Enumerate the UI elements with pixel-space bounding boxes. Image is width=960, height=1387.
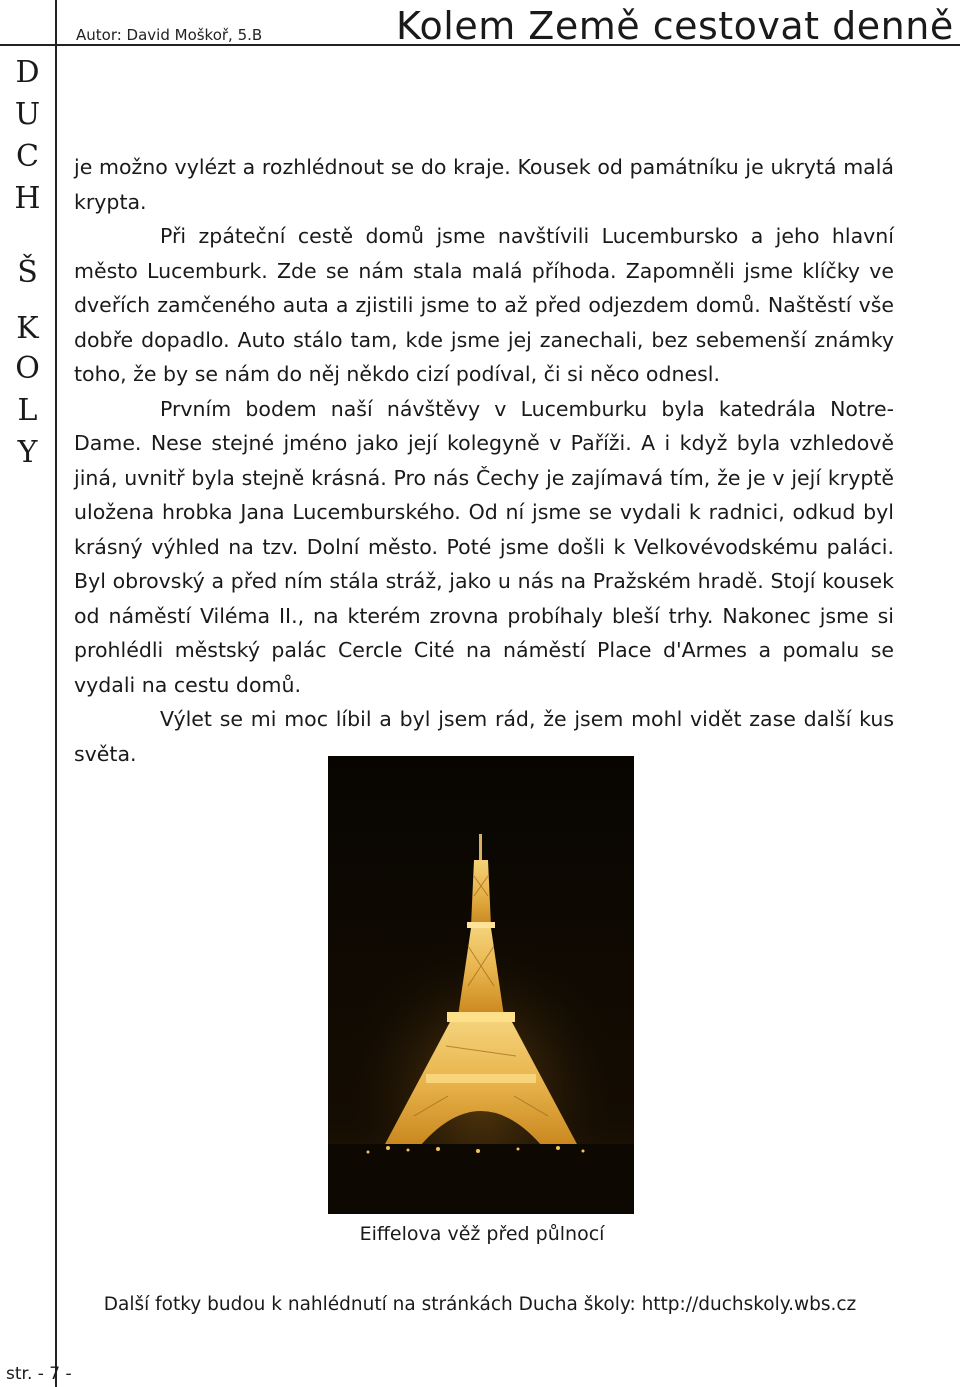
masthead-letter: K bbox=[16, 311, 39, 346]
page-title: Kolem Země cestovat denně bbox=[396, 4, 954, 48]
eiffel-tower-photo bbox=[328, 756, 634, 1214]
masthead-letter: Š bbox=[17, 255, 38, 290]
footer-note: Další fotky budou k nahlédnutí na stránkách Ducha školy: http://duchskoly.wbs.cz bbox=[103, 1294, 857, 1315]
article-paragraph: je možno vylézt a rozhlédnout se do kraje. Kousek od památníku je ukrytá malá krypta. bbox=[74, 155, 894, 214]
masthead-letter: L bbox=[17, 393, 38, 428]
article-paragraph: Při zpáteční cestě domů jsme navštívili Lucembursko a jeho hlavní město Lucemburk. Zde se nám stala malá příhoda. Zapomněli jsme klíčky ve dveřích zamčeného auta a zjistili jsme to až před odjezdem domů. Naštěstí vše dobře dopadlo. Auto stálo tam, kde jsme jej zanechali, bez sebemenší známky toho, že by se nám do něj někdo cizí podíval, či si něco odnesl. bbox=[74, 224, 894, 386]
masthead-letter: Y bbox=[17, 435, 38, 470]
article-paragraph: Prvním bodem naší návštěvy v Lucemburku byla katedrála Notre-Dame. Nese stejné jméno jako její kolegyně v Paříži. A i když byla vzhledově jiná, uvnitř byla stejně krásná. Pro nás Čechy je zajímavá tím, že je v její kryptě uložena hrobka Jana Lucemburského. Od ní jsme se vydali k radnici, odkud byl krásný výhled na tzv. Dolní město. Poté jsme došli k Velkovévodskému paláci. Byl obrovský a před ním stála stráž, jako u nás na Pražském hradě. Stojí kousek od náměstí Viléma II., na kterém zrovna probíhaly bleší trhy. Nakonec jsme si prohlédli městský palác Cercle Cité na náměstí Place d'Armes a pomalu se vydali na cestu domů. bbox=[74, 396, 894, 697]
author-line: Autor: David Moškoř, 5.B bbox=[76, 26, 263, 44]
photo-caption bbox=[0, 1223, 960, 1245]
masthead-letter: D bbox=[15, 55, 40, 90]
article-body bbox=[74, 150, 894, 771]
page-number: str. - 7 - bbox=[6, 1364, 72, 1384]
article-paragraph: Výlet se mi moc líbil a byl jsem rád, že jsem mohl vidět zase další kus světa. bbox=[74, 707, 894, 766]
masthead-letter: U bbox=[14, 97, 41, 132]
masthead-letter: O bbox=[15, 351, 40, 386]
masthead-letter: H bbox=[14, 181, 41, 216]
masthead-letter: C bbox=[16, 139, 39, 174]
photo-caption-text: Eiffelova věž před půlnocí bbox=[359, 1223, 605, 1245]
sidebar-rule bbox=[55, 0, 57, 1387]
